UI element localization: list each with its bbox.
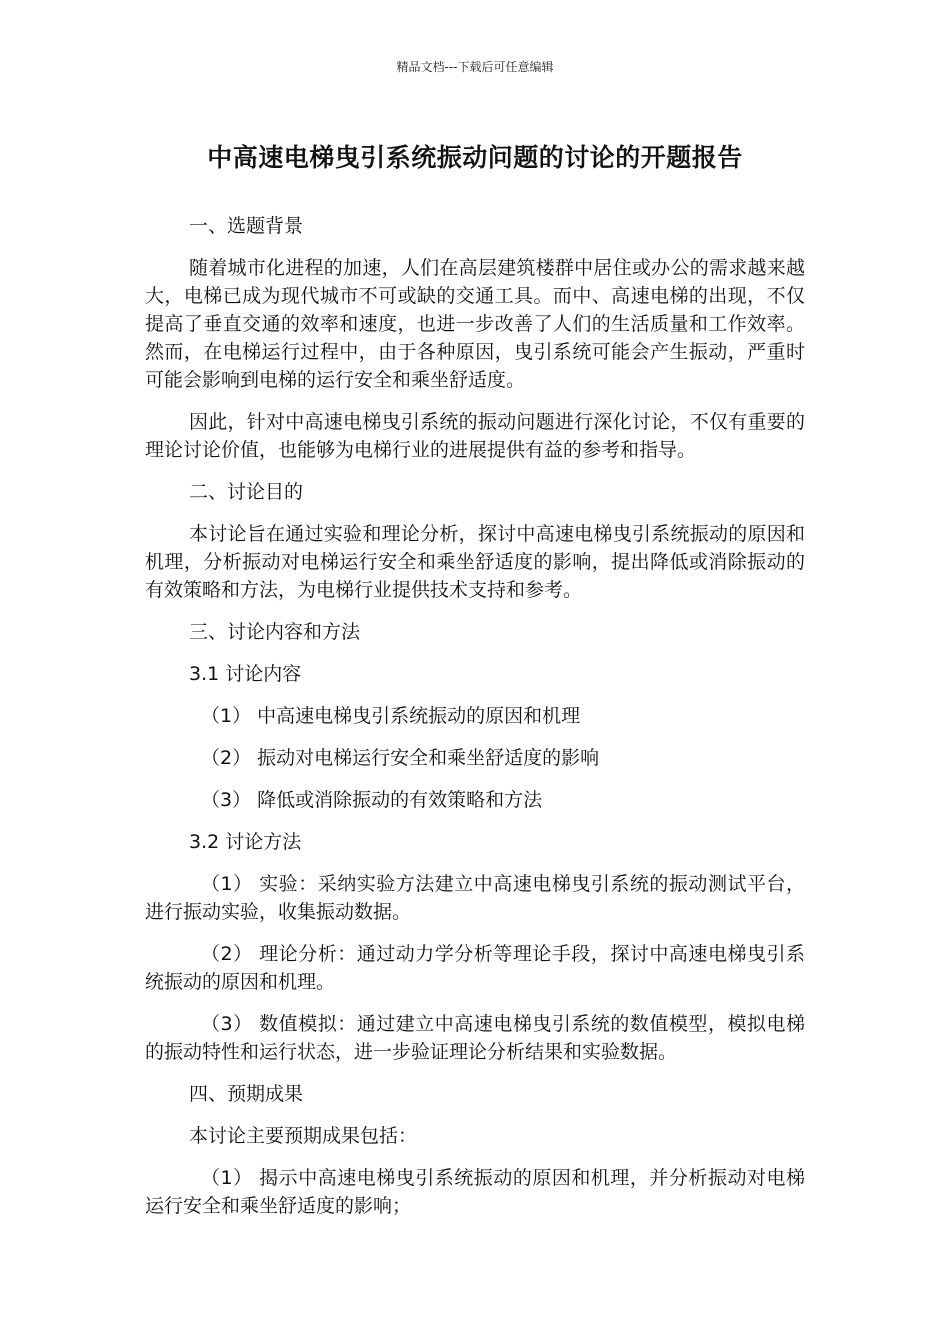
content-list-item: （3） 降低或消除振动的有效策略和方法 — [201, 789, 543, 811]
method-list-item: （2） 理论分析：通过动力学分析等理论手段，探讨中高速电梯曳引系统振动的原因和机理。 — [145, 943, 805, 993]
purpose-paragraph: 本讨论旨在通过实验和理论分析，探讨中高速电梯曳引系统振动的原因和机理，分析振动对电梯运行安全和乘坐舒适度的影响，提出降低或消除振动的有效策略和方法，为电梯行业提供技术支持和参考。 — [145, 523, 805, 601]
section-heading-content-method: 三、讨论内容和方法 — [189, 621, 361, 643]
method-list-item: （3） 数值模拟：通过建立中高速电梯曳引系统的数值模型，模拟电梯的振动特性和运行状态，进一步验证理论分析结果和实验数据。 — [145, 1013, 805, 1063]
section-heading-results: 四、预期成果 — [189, 1083, 304, 1105]
header-note: 精品文档---下载后可任意编辑 — [396, 60, 554, 74]
background-paragraph-1: 随着城市化进程的加速，人们在高层建筑楼群中居住或办公的需求越来越大，电梯已成为现代城市不可或缺的交通工具。而中、高速电梯的出现，不仅提高了垂直交通的效率和速度，也进一步改善了人们的生活质量和工作效率。然而，在电梯运行过程中，由于各种原因，曳引系统可能会产生振动，严重时可能会影响到电梯的运行安全和乘坐舒适度。 — [145, 257, 805, 391]
subheading-method: 3.2 讨论方法 — [189, 831, 302, 853]
document-title: 中高速电梯曳引系统振动问题的讨论的开题报告 — [207, 143, 743, 172]
section-heading-purpose: 二、讨论目的 — [189, 481, 304, 503]
background-paragraph-2: 因此，针对中高速电梯曳引系统的振动问题进行深化讨论，不仅有重要的理论讨论价值，也能够为电梯行业的进展提供有益的参考和指导。 — [145, 411, 805, 461]
results-intro: 本讨论主要预期成果包括： — [189, 1125, 418, 1147]
method-list-item: （1） 实验：采纳实验方法建立中高速电梯曳引系统的振动测试平台，进行振动实验，收集振动数据。 — [145, 873, 805, 923]
document-body — [145, 212, 805, 1234]
section-heading-background: 一、选题背景 — [189, 215, 304, 237]
content-list-item: （1） 中高速电梯曳引系统振动的原因和机理 — [201, 705, 581, 727]
content-list-item: （2） 振动对电梯运行安全和乘坐舒适度的影响 — [201, 747, 600, 769]
results-list-item: （1） 揭示中高速电梯曳引系统振动的原因和机理，并分析振动对电梯运行安全和乘坐舒适度的影响； — [145, 1167, 805, 1217]
subheading-content: 3.1 讨论内容 — [189, 663, 302, 685]
